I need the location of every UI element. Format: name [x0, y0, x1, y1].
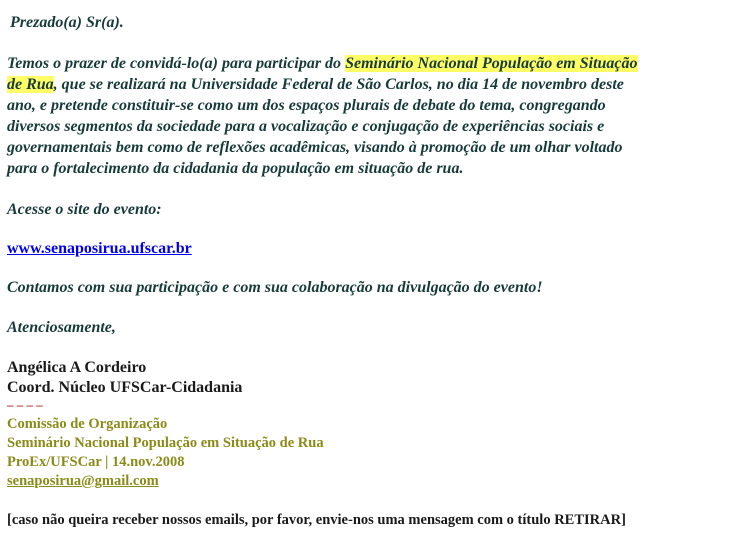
body-line-2-text: , que se realizará na Universidade Federal de São Carlos, no dia 14 de novembro deste	[53, 76, 624, 93]
body-line-4: diversos segmentos da sociedade para a vocalização e conjugação de experiências sociais e	[7, 118, 605, 135]
event-site-link[interactable]: www.senaposirua.ufscar.br	[7, 240, 192, 257]
greeting: Prezado(a) Sr(a).	[10, 14, 124, 31]
site-prompt: Acesse o site do evento:	[7, 201, 162, 218]
event-name-highlight-cont: de Rua	[7, 76, 54, 93]
body-line-2	[7, 74, 624, 95]
contact-email-link[interactable]: senaposirua@gmail.com	[7, 473, 159, 489]
org-committee: Comissão de Organização	[7, 416, 168, 432]
thanks-text: Contamos com sua participação e com sua colaboração na divulgação do evento!	[7, 279, 543, 296]
event-name-highlight: Seminário Nacional População em Situação	[345, 55, 638, 72]
body-line-5: governamentais bem como de reflexões acadêmicas, visando à promoção de um olhar voltado	[7, 139, 623, 156]
body-line-1	[7, 53, 638, 74]
signature-name: Angélica A Cordeiro	[7, 359, 147, 376]
org-proex-date: ProEx/UFSCar | 14.nov.2008	[7, 454, 185, 470]
signature-separator: – – – –	[7, 397, 43, 412]
body-line-6: para o fortalecimento da cidadania da população em situação de rua.	[7, 160, 464, 177]
closing: Atenciosamente,	[7, 319, 116, 336]
unsubscribe-note: [caso não queira receber nossos emails, por favor, envie-nos uma mensagem com o título RETIRAR]	[7, 512, 626, 528]
org-seminar: Seminário Nacional População em Situação de Rua	[7, 435, 324, 451]
body-line-1-text: Temos o prazer de convidá-lo(a) para participar do	[7, 55, 346, 72]
body-line-3: ano, e pretende constituir-se como um dos espaços plurais de debate do tema, congregando	[7, 97, 606, 114]
signature-role: Coord. Núcleo UFSCar-Cidadania	[7, 379, 243, 396]
